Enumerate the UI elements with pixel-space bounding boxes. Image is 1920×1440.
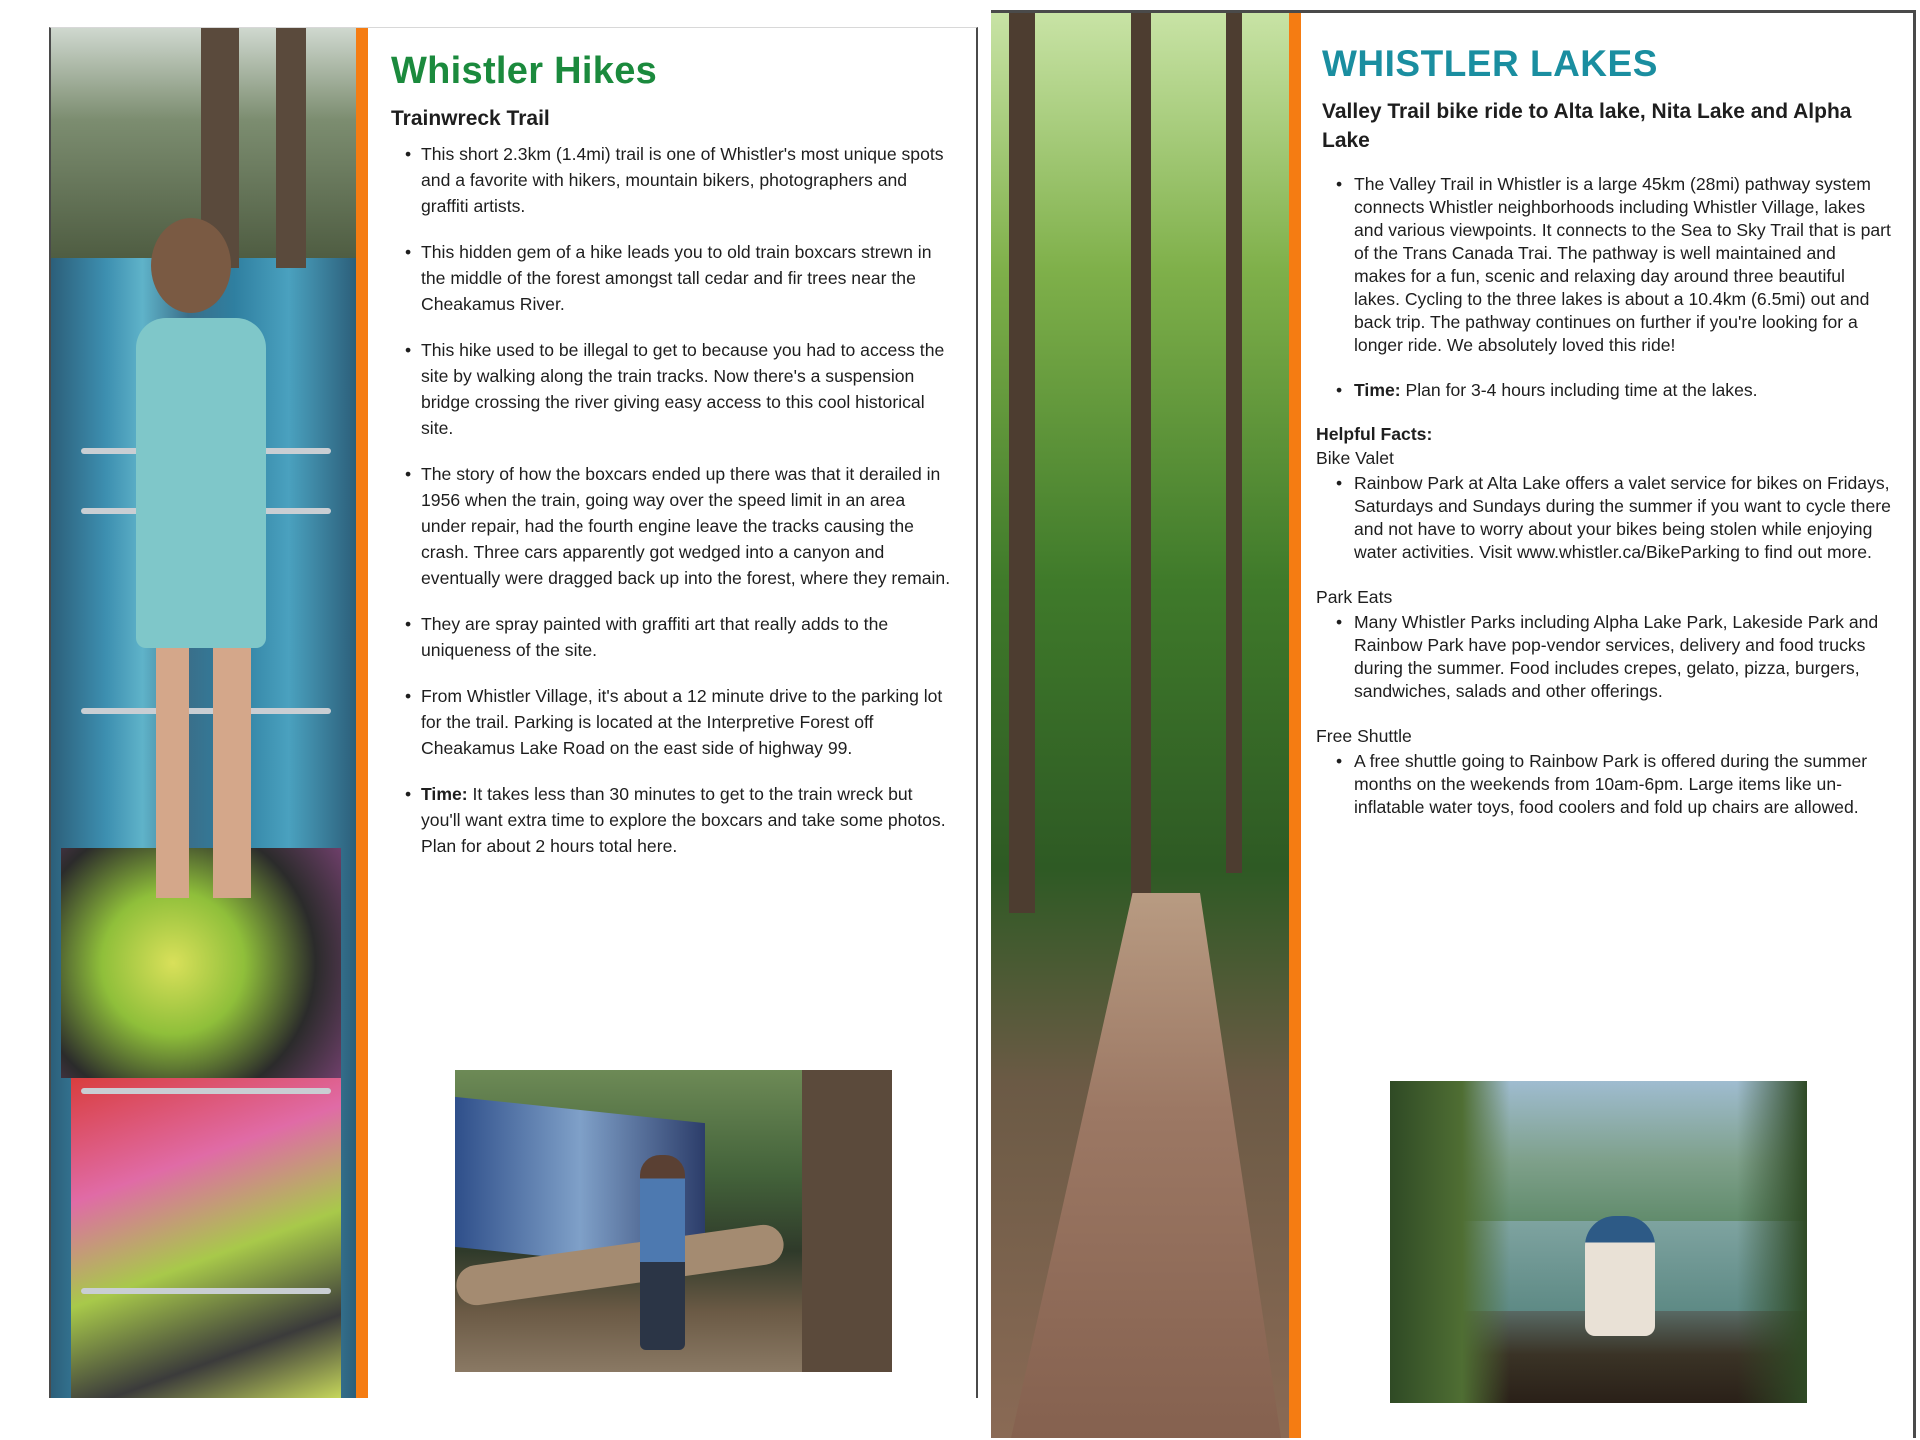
- bullet-item: • This hidden gem of a hike leads you to old train boxcars strewn in the middle of the forest amongst tall cedar and fir trees near the Cheakamus River.: [391, 239, 951, 317]
- tree-trunk: [1226, 13, 1242, 873]
- bullet-item: • They are spray painted with graffiti art that really adds to the uniqueness of the site.: [391, 611, 951, 663]
- ladder-rung: [81, 1088, 331, 1094]
- bike-valet-list: [1322, 472, 1892, 564]
- accent-stripe: [1289, 13, 1301, 1438]
- intro-list: [1322, 173, 1892, 402]
- time-bullet: [1322, 379, 1892, 402]
- accent-stripe: [356, 28, 368, 1398]
- girl-legs: [156, 638, 251, 898]
- free-shuttle-bullet: • A free shuttle going to Rainbow Park is offered during the summer months on the weekends from 10am-6pm. Large items like un-inflatable water toys, food coolers and fold up chairs are allowed.: [1322, 750, 1892, 819]
- forest-path-photo: [991, 13, 1289, 1438]
- left-page-content: [391, 50, 951, 879]
- bike-valet-bullet: • Rainbow Park at Alta Lake offers a valet service for bikes on Fridays, Saturdays and Sundays during the summer if you want to cycle there and not have to worry about your bikes being stolen while enjoying water activities. Visit www.whistler.ca/BikeParking to find out more.: [1322, 472, 1892, 564]
- left-page: [49, 27, 978, 1398]
- helpful-facts-heading: Helpful Facts:: [1316, 424, 1433, 444]
- time-text: Plan for 3-4 hours including time at the lakes.: [1400, 380, 1758, 400]
- intro-bullet: • The Valley Trail in Whistler is a large 45km (28mi) pathway system connects Whistler neighborhoods including Whistler Village, lakes and various viewpoints. It connects to the Sea to Sky Trail that is part of the Trans Canada Trai. The pathway is well maintained and makes for a fun, scenic and relaxing day around three beautiful lakes. Cycling to the three lakes is about a 10.4km (6.5mi) out and back trip. The pathway continues on further if you're looking for a longer ride. We absolutely loved this ride!: [1322, 173, 1892, 357]
- tree-trunk: [1131, 13, 1151, 913]
- time-bullet: [391, 781, 951, 859]
- bullet-item: • The story of how the boxcars ended up there was that it derailed in 1956 when the train, going way over the speed limit in an area under repair, had the fourth engine leave the tracks causing the crash. Three cars apparently got wedged into a canyon and eventually were dragged back up into the forest, where they remain.: [391, 461, 951, 591]
- page-subtitle: Valley Trail bike ride to Alta lake, Nita Lake and Alpha Lake: [1322, 100, 1852, 152]
- park-eats-bullet: • Many Whistler Parks including Alpha Lake Park, Lakeside Park and Rainbow Park have pop-vendor services, delivery and food trucks during the summer. Food includes crepes, gelato, pizza, burgers, sandwiches, salads and other offerings.: [1322, 611, 1892, 703]
- bullet-item: • This short 2.3km (1.4mi) trail is one of Whistler's most unique spots and a favorite with hikers, mountain bikers, photographers and graffiti artists.: [391, 141, 951, 219]
- tree-foliage: [1390, 1081, 1510, 1403]
- free-shuttle-list: [1322, 750, 1892, 819]
- hiker-figure: [640, 1155, 685, 1350]
- park-eats-list: [1322, 611, 1892, 703]
- bike-valet-heading: Bike Valet: [1316, 448, 1394, 468]
- tree-trunk: [802, 1070, 892, 1372]
- child-sitting-figure: [1585, 1216, 1655, 1336]
- park-eats-heading: Park Eats: [1316, 587, 1393, 607]
- girl-figure: [136, 318, 266, 648]
- page-subtitle: Trainwreck Trail: [391, 107, 550, 130]
- bullet-item: • This hike used to be illegal to get to because you had to access the site by walking along the train tracks. Now there's a suspension bridge crossing the river giving easy access to this cool historical site.: [391, 337, 951, 441]
- free-shuttle-heading: Free Shuttle: [1316, 726, 1412, 746]
- tree-trunk: [1009, 13, 1035, 913]
- hiker-boxcar-photo: [455, 1070, 892, 1372]
- page-title: WHISTLER LAKES: [1322, 43, 1658, 84]
- tree-foliage: [1737, 1081, 1807, 1403]
- page-title: Whistler Hikes: [391, 50, 658, 92]
- right-page: [991, 10, 1916, 1438]
- time-label: Time:: [421, 784, 468, 804]
- ladder-rung: [81, 1288, 331, 1294]
- girl-head: [151, 218, 231, 313]
- graffiti-boxcar-photo: [51, 28, 356, 1398]
- time-text: It takes less than 30 minutes to get to the train wreck but you'll want extra time to explore the boxcars and take some photos. Plan for about 2 hours total here.: [421, 784, 946, 856]
- tree-trunk: [276, 28, 306, 268]
- time-label: Time:: [1354, 380, 1401, 400]
- right-page-content: [1316, 43, 1892, 833]
- bullet-item: • From Whistler Village, it's about a 12 minute drive to the parking lot for the trail. Parking is located at the Interpretive Forest off Cheakamus Lake Road on the east side of highway 99.: [391, 683, 951, 761]
- lake-photo: [1390, 1081, 1807, 1403]
- dirt-path: [1011, 893, 1281, 1438]
- graffiti-art: [71, 1078, 341, 1398]
- bullet-list: [391, 141, 951, 859]
